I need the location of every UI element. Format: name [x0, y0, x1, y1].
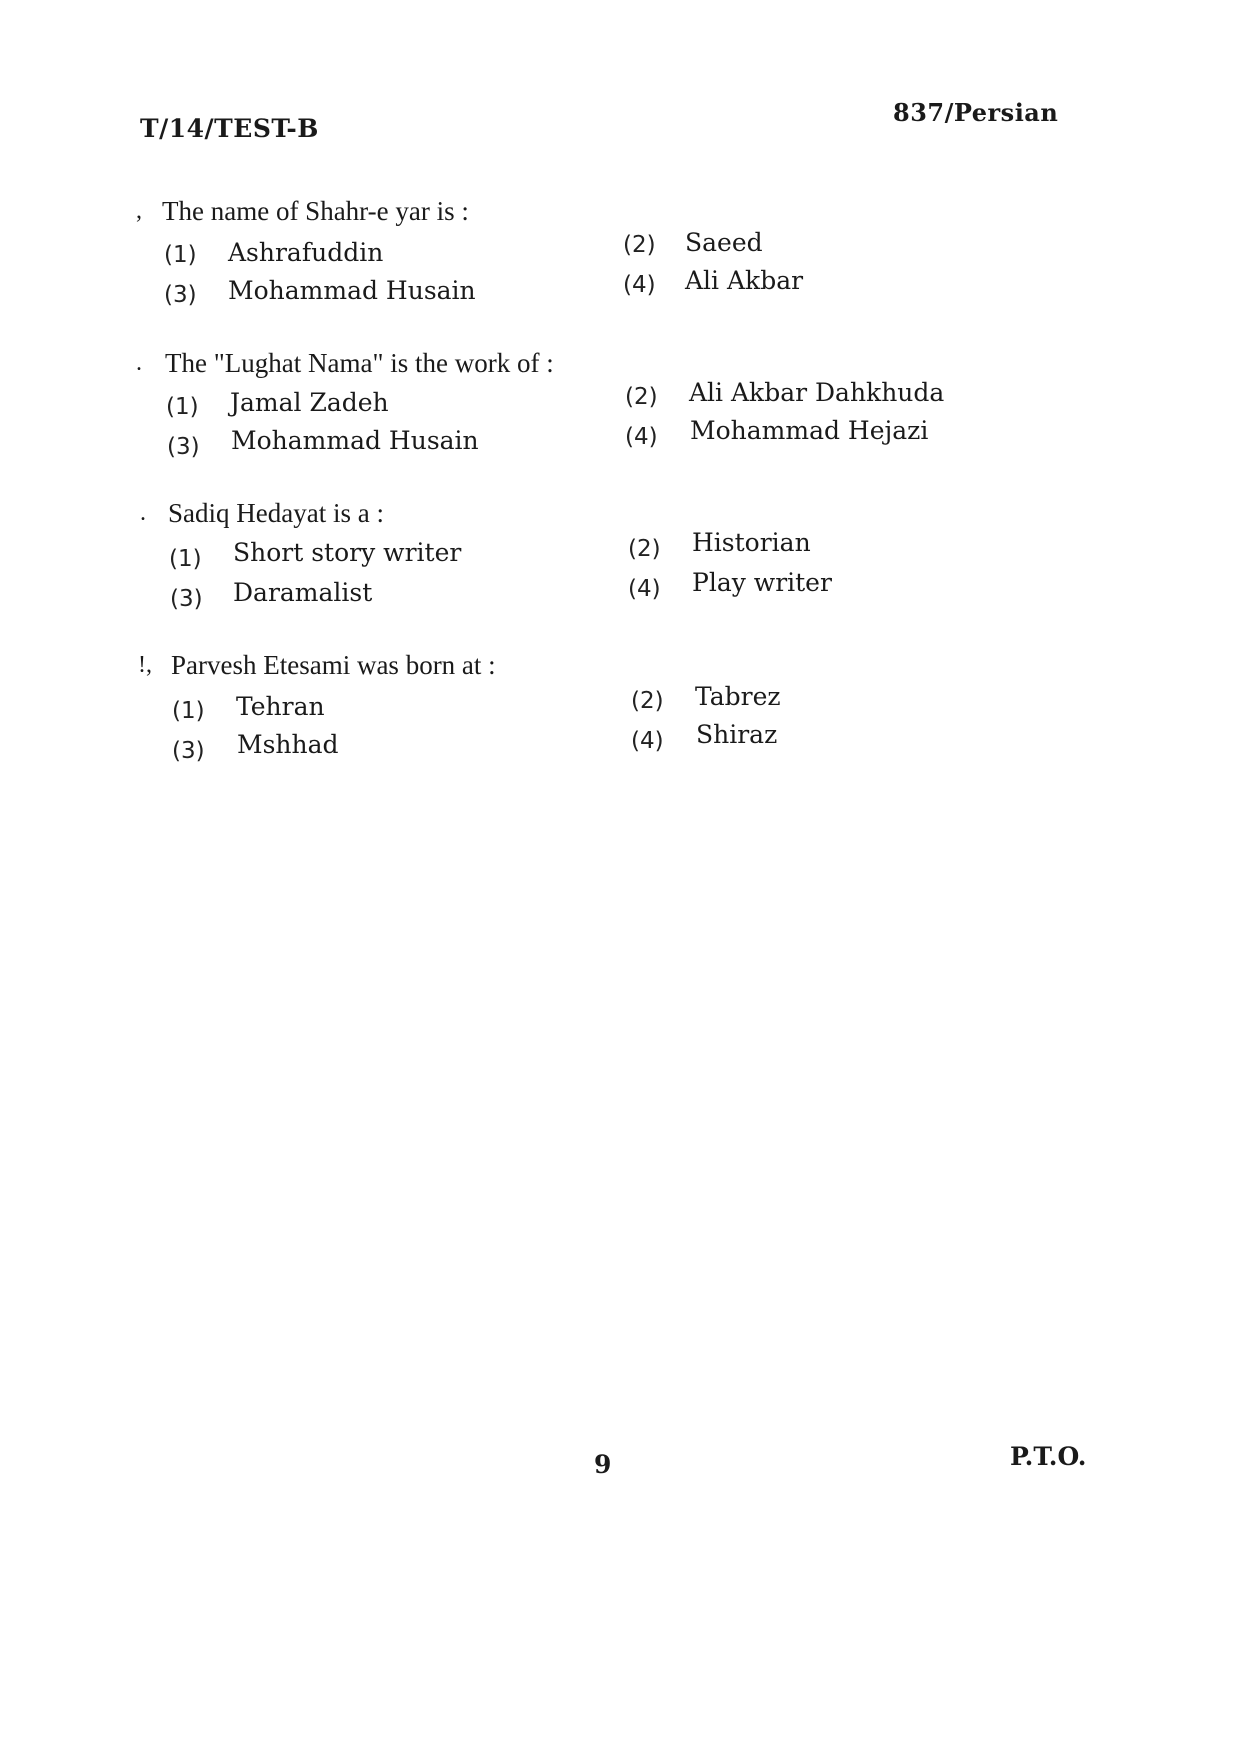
- option-number: (3): [164, 282, 197, 308]
- option-number: (4): [628, 576, 661, 602]
- option-text: Short story writer: [233, 538, 462, 567]
- option-number: (2): [631, 688, 664, 714]
- please-turn-over: P.T.O.: [1010, 1442, 1087, 1471]
- option-number: (3): [170, 586, 203, 612]
- option-number: (3): [172, 738, 205, 764]
- question-text: Sadiq Hedayat is a :: [168, 498, 384, 528]
- option-text: Mohammad Husain: [231, 426, 479, 455]
- option-number: (4): [625, 424, 658, 450]
- option-text: Play writer: [692, 568, 832, 597]
- option-text: Historian: [692, 528, 811, 557]
- option-text: Tehran: [236, 692, 325, 721]
- header-subject: 837/Persian: [893, 98, 1059, 127]
- option-text: Tabrez: [695, 682, 781, 711]
- option-text: Ali Akbar Dahkhuda: [689, 378, 945, 407]
- question-marker: .: [140, 500, 146, 526]
- question-marker: .: [136, 350, 142, 376]
- option-text: Mohammad Husain: [228, 276, 476, 305]
- question-text: The name of Shahr-e yar is :: [162, 196, 469, 226]
- header-code: T/14/TEST-B: [140, 114, 319, 143]
- option-number: (2): [628, 536, 661, 562]
- option-text: Shiraz: [696, 720, 778, 749]
- option-number: (1): [164, 242, 197, 268]
- question-text: The "Lughat Nama" is the work of :: [165, 348, 554, 378]
- page-number: 9: [594, 1450, 612, 1479]
- option-text: Mohammad Hejazi: [690, 416, 929, 445]
- question-marker: !,: [138, 652, 152, 678]
- option-text: Daramalist: [233, 578, 373, 607]
- option-number: (3): [167, 434, 200, 460]
- option-text: Ali Akbar: [685, 266, 804, 295]
- option-number: (1): [169, 546, 202, 572]
- option-number: (2): [625, 384, 658, 410]
- option-number: (1): [166, 394, 199, 420]
- option-number: (4): [623, 272, 656, 298]
- question-marker: ,: [136, 198, 142, 224]
- option-text: Jamal Zadeh: [230, 388, 389, 417]
- option-text: Ashrafuddin: [228, 238, 384, 267]
- question-text: Parvesh Etesami was born at :: [171, 650, 496, 680]
- option-text: Saeed: [685, 228, 763, 257]
- option-number: (4): [631, 728, 664, 754]
- option-number: (2): [623, 232, 656, 258]
- option-text: Mshhad: [237, 730, 339, 759]
- option-number: (1): [172, 698, 205, 724]
